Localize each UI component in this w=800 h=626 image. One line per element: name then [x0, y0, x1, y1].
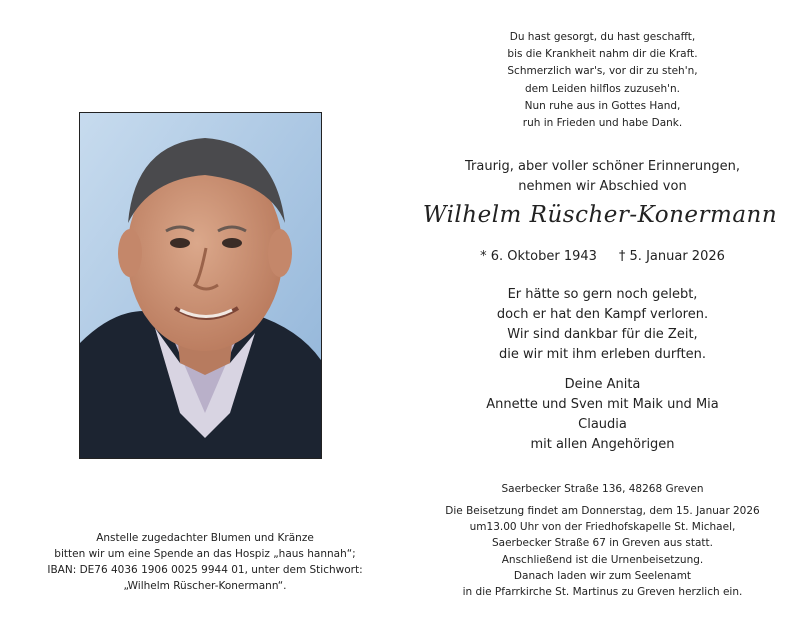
funeral-line: Saerbecker Straße 67 in Greven aus statt. — [492, 537, 713, 550]
mourner-line: Claudia — [578, 417, 627, 432]
farewell-intro — [445, 157, 760, 197]
poem-line: Du hast gesorgt, du hast geschafft, — [509, 31, 696, 43]
funeral-line: um13.00 Uhr von der Friedhofskapelle St. Michael, — [469, 521, 736, 534]
portrait-photo — [79, 112, 322, 459]
verse-line: Er hätte so gern noch gelebt, — [507, 287, 698, 302]
poem-line: dem Leiden hilflos zuzuseh'n. — [525, 82, 680, 95]
poem-line: bis die Krankheit nahm dir die Kraft. — [507, 48, 698, 61]
deceased-name: Wilhelm Rüscher-Konermann — [422, 202, 778, 228]
portrait-illustration — [80, 113, 322, 459]
funeral-details — [425, 503, 780, 600]
poem-line: ruh in Frieden und habe Dank. — [522, 117, 683, 130]
funeral-line: Die Beisetzung findet am Donnerstag, dem 15. Januar 2026 — [445, 505, 760, 517]
poem — [445, 29, 760, 132]
intro-line: Traurig, aber voller schöner Erinnerungen, — [464, 159, 740, 174]
verse-line: Wir sind dankbar für die Zeit, — [507, 327, 698, 342]
verse — [445, 285, 760, 365]
mourner-line: Deine Anita — [564, 377, 641, 392]
mourner-line: Annette und Sven mit Maik und Mia — [486, 397, 719, 412]
donation-line: IBAN: DE76 4036 1906 0025 9944 01, unter dem Stichwort: — [47, 564, 363, 576]
mourners — [445, 375, 760, 455]
funeral-line: Danach laden wir zum Seelenamt — [513, 569, 692, 582]
verse-line: die wir mit ihm erleben durften. — [498, 347, 707, 362]
poem-line: Schmerzlich war's, vor dir zu steh'n, — [507, 65, 698, 78]
donation-line: bitten wir um eine Spende an das Hospiz „haus hannah“; — [54, 548, 356, 560]
donation-note — [40, 530, 370, 594]
family-address: Saerbecker Straße 136, 48268 Greven — [501, 483, 704, 495]
intro-line: nehmen wir Abschied von — [518, 179, 687, 194]
poem-line: Nun ruhe aus in Gottes Hand, — [524, 99, 681, 112]
funeral-line: Anschließend ist die Urnenbeisetzung. — [501, 553, 704, 566]
birth-date: * 6. Oktober 1943 — [480, 249, 597, 264]
life-dates — [445, 249, 760, 264]
donation-line: Anstelle zugedachter Blumen und Kränze — [96, 532, 314, 544]
donation-line: „Wilhelm Rüscher-Konermann“. — [123, 580, 287, 592]
mourner-line: mit allen Angehörigen — [530, 437, 675, 452]
funeral-line: in die Pfarrkirche St. Martinus zu Greven herzlich ein. — [462, 586, 743, 599]
death-date: † 5. Januar 2026 — [618, 249, 725, 264]
verse-line: doch er hat den Kampf verloren. — [496, 307, 709, 322]
